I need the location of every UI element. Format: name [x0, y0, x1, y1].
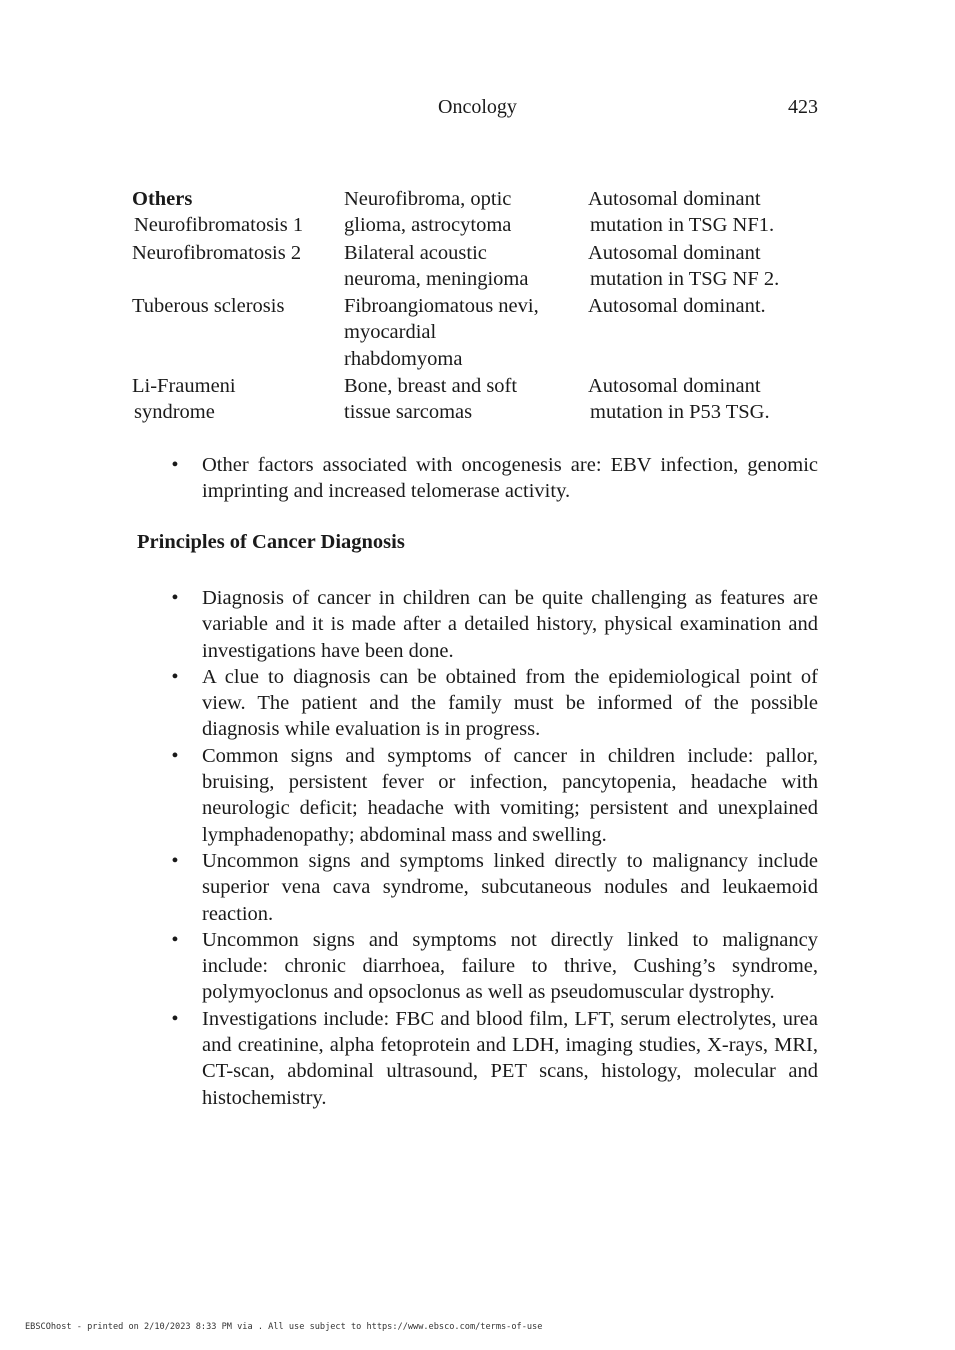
table-cell-tumours: Fibroangiomatous nevi, myocardial rhabdomyoma: [344, 295, 539, 370]
bullet-icon: •: [171, 849, 179, 872]
bullet-text: Uncommon signs and symptoms not directly linked to malignancy include: chronic diarrhoea, failure to thrive, Cushing’s syndrome, polymyoclonus and opsoclonus as well as pseudomuscular dystrophy.: [202, 928, 818, 1004]
table-group-label: Others: [132, 188, 193, 210]
table-cell-inheritance: Autosomal dominant mutation in TSG NF1.: [588, 188, 775, 237]
table-cell-condition: Tuberous sclerosis: [132, 295, 285, 318]
page-header: [0, 96, 955, 122]
list-item: [168, 848, 818, 927]
intro-bullet-list: [168, 452, 818, 505]
bullet-icon: •: [171, 1007, 179, 1030]
bullet-icon: •: [171, 744, 179, 767]
bullet-text: Common signs and symptoms of cancer in children include: pallor, bruising, persistent fever or infection, pancytopenia, headache with neurologic deficit; headache with vomiting; persistent and unexplained lymphadenopathy; abdominal mass and swelling.: [202, 744, 818, 846]
bullet-icon: •: [171, 928, 179, 951]
table-cell-tumours: Neurofibroma, optic glioma, astrocytoma: [344, 188, 512, 237]
table-row: [132, 293, 832, 372]
syndrome-table: [132, 186, 832, 427]
table-cell-condition: Li-Fraumeni syndrome: [132, 375, 236, 424]
table-cell-tumours: Bilateral acoustic neuroma, meningioma: [344, 241, 529, 290]
page-number: 423: [788, 96, 818, 118]
bullet-icon: •: [171, 454, 179, 476]
bullet-text: Other factors associated with oncogenesis are: EBV infection, genomic imprinting and increased telomerase activity.: [202, 454, 818, 503]
bullet-text: Investigations include: FBC and blood film, LFT, serum electrolytes, urea and creatinine, alpha fetoprotein and LDH, imaging studies, X-rays, MRI, CT-scan, abdominal ultrasound, PET scans, histology, molecular and histochemistry.: [202, 1007, 818, 1109]
bullet-text: Diagnosis of cancer in children can be quite challenging as features are variable and it is made after a detailed history, physical examination and investigations have been done.: [202, 587, 818, 662]
table-cell-inheritance: Autosomal dominant mutation in P53 TSG.: [588, 375, 770, 424]
table-cell-condition: Neurofibromatosis 2: [132, 241, 302, 264]
table-cell-inheritance: Autosomal dominant.: [588, 295, 766, 318]
list-item: [168, 743, 818, 848]
print-footer: EBSCOhost - printed on 2/10/2023 8:33 PM via . All use subject to https://www.ebsco.com/terms-of-use: [25, 1322, 543, 1332]
running-title: Oncology: [438, 96, 517, 118]
bullet-icon: •: [171, 587, 179, 609]
diagnosis-bullet-list: [168, 585, 818, 1111]
list-item: [168, 664, 818, 743]
list-item: [168, 1006, 818, 1111]
list-item: [168, 927, 818, 1006]
table-cell-tumours: Bone, breast and soft tissue sarcomas: [344, 375, 518, 424]
table-cell-inheritance: Autosomal dominant mutation in TSG NF 2.: [588, 241, 780, 290]
list-item: [168, 585, 818, 664]
bullet-text: A clue to diagnosis can be obtained from the epidemiological point of view. The patient and the family must be informed of the possible diagnosis while evaluation is in progress.: [202, 665, 818, 741]
bullet-icon: •: [171, 665, 179, 688]
table-row: [132, 240, 832, 293]
table-row: [132, 373, 832, 426]
bullet-text: Uncommon signs and symptoms linked directly to malignancy include superior vena cava syndrome, subcutaneous nodules and leukaemoid reaction.: [202, 849, 818, 925]
table-cell-condition: Others Neurofibromatosis 1: [132, 186, 344, 239]
table-row: [132, 186, 832, 239]
section-heading: Principles of Cancer Diagnosis: [137, 531, 405, 553]
list-item: [168, 452, 818, 505]
